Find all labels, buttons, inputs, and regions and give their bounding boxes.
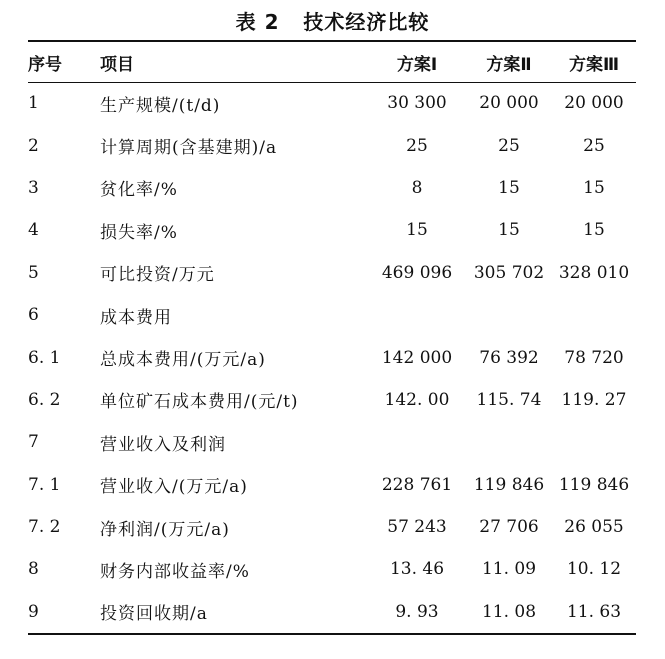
table-row xyxy=(28,252,636,294)
plan1-value: 228 761 xyxy=(381,474,453,495)
plan2-value: 119 846 xyxy=(473,474,545,495)
plan1-value: 142. 00 xyxy=(384,389,450,410)
row-number: 7 xyxy=(28,432,39,453)
plan2-value: 305 702 xyxy=(473,262,545,283)
row-number: 7. 1 xyxy=(28,474,61,495)
row-number: 2 xyxy=(28,135,39,156)
table-title: 表 2 技术经济比较 xyxy=(235,10,430,34)
plan3-value xyxy=(552,421,636,463)
plan2-value: 27 706 xyxy=(479,517,539,538)
column-header-item: 项目 xyxy=(100,54,134,75)
plan2-value xyxy=(466,294,552,336)
table-row xyxy=(28,464,636,506)
row-item: 贫化率/% xyxy=(100,180,178,201)
table-row xyxy=(28,506,636,548)
plan1-value xyxy=(368,294,466,336)
plan2-value: 20 000 xyxy=(479,93,539,114)
column-header-no: 序号 xyxy=(28,54,62,75)
plan2-value: 76 392 xyxy=(479,347,539,368)
row-item: 总成本费用/(万元/a) xyxy=(100,350,266,371)
row-item: 损失率/% xyxy=(100,222,178,243)
plan1-value: 142 000 xyxy=(381,347,453,368)
table-row xyxy=(28,167,636,209)
row-number: 6. 2 xyxy=(28,389,61,410)
plan1-value: 25 xyxy=(406,135,428,156)
plan2-value: 115. 74 xyxy=(476,389,542,410)
plan3-value: 15 xyxy=(583,177,605,198)
table-row xyxy=(28,336,636,378)
row-item: 可比投资/万元 xyxy=(100,265,215,286)
header-row xyxy=(28,42,636,82)
table-row xyxy=(28,82,636,124)
row-number: 7. 2 xyxy=(28,517,61,538)
row-item: 生产规模/(t/d) xyxy=(100,95,221,116)
plan1-value: 469 096 xyxy=(381,262,453,283)
plan1-value: 8 xyxy=(411,177,423,198)
bottom-rule xyxy=(28,633,636,635)
plan3-value: 15 xyxy=(583,220,605,241)
plan2-value: 15 xyxy=(498,220,520,241)
plan3-value: 11. 63 xyxy=(566,601,622,622)
plan3-value: 78 720 xyxy=(564,347,624,368)
table-row xyxy=(28,124,636,166)
row-item: 单位矿石成本费用/(元/t) xyxy=(100,392,299,413)
row-number: 3 xyxy=(28,177,39,198)
row-number: 1 xyxy=(28,93,39,114)
table-body xyxy=(28,82,636,633)
column-header-plan1: 方案Ⅰ xyxy=(396,54,438,75)
row-number: 9 xyxy=(28,601,39,622)
plan2-value: 11. 09 xyxy=(481,559,537,580)
table-row xyxy=(28,209,636,251)
row-item: 财务内部收益率/% xyxy=(100,561,250,582)
row-item: 计算周期(含基建期)/a xyxy=(100,138,278,159)
row-item: 净利润/(万元/a) xyxy=(100,519,230,540)
plan3-value: 119. 27 xyxy=(561,389,627,410)
plan1-value: 13. 46 xyxy=(389,559,445,580)
table-row xyxy=(28,379,636,421)
row-item: 营业收入及利润 xyxy=(100,434,226,455)
plan2-value: 11. 08 xyxy=(481,601,537,622)
plan1-value: 57 243 xyxy=(387,517,447,538)
table-row xyxy=(28,591,636,633)
table-row xyxy=(28,294,636,336)
plan1-value: 9. 93 xyxy=(395,601,439,622)
column-header-plan2: 方案Ⅱ xyxy=(486,54,532,75)
row-number: 5 xyxy=(28,262,39,283)
plan2-value: 25 xyxy=(498,135,520,156)
row-number: 8 xyxy=(28,559,39,580)
plan1-value: 30 300 xyxy=(387,93,447,114)
plan3-value xyxy=(552,294,636,336)
row-number: 6. 1 xyxy=(28,347,61,368)
comparison-table xyxy=(28,42,636,633)
plan3-value: 10. 12 xyxy=(566,559,622,580)
plan2-value xyxy=(466,421,552,463)
row-number: 6 xyxy=(28,305,39,326)
plan3-value: 20 000 xyxy=(564,93,624,114)
plan1-value: 15 xyxy=(406,220,428,241)
row-item: 投资回收期/a xyxy=(100,604,208,625)
plan3-value: 328 010 xyxy=(558,262,630,283)
column-header-plan3: 方案Ⅲ xyxy=(568,54,620,75)
row-number: 4 xyxy=(28,220,39,241)
plan3-value: 25 xyxy=(583,135,605,156)
row-item: 成本费用 xyxy=(100,307,172,328)
table-row xyxy=(28,421,636,463)
row-item: 营业收入/(万元/a) xyxy=(100,477,248,498)
plan3-value: 119 846 xyxy=(558,474,630,495)
plan2-value: 15 xyxy=(498,177,520,198)
table-row xyxy=(28,548,636,590)
plan3-value: 26 055 xyxy=(564,517,624,538)
plan1-value xyxy=(368,421,466,463)
